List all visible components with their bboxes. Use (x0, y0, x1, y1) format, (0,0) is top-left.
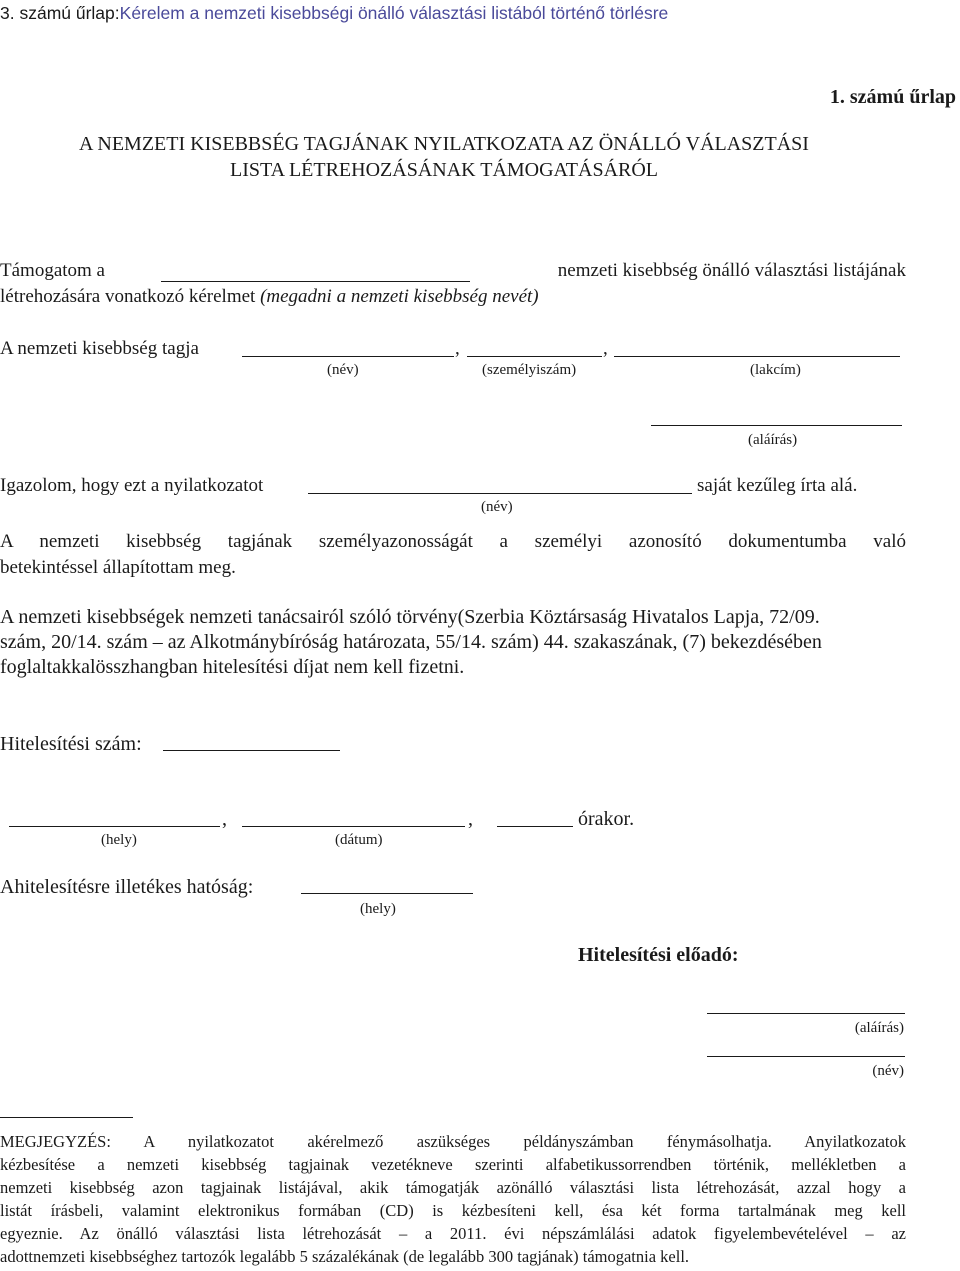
officer-signature-field[interactable] (707, 1013, 905, 1014)
certify-end: saját kezűleg írta alá. (697, 475, 858, 496)
date-field[interactable] (242, 826, 465, 827)
comma: , (222, 808, 227, 830)
caption-name: (név) (872, 1063, 904, 1079)
main-title-line2: LISTA LÉTREHOZÁSÁNAK TÁMOGATÁSÁRÓL (229, 159, 659, 181)
note-line6: adottnemzeti kisebbséghez tartozók legalább 5 százalékának (de legalább 300 tagjának) támogatnia kell. (0, 1247, 690, 1266)
support-start: Támogatom a (0, 260, 105, 281)
comma: , (603, 338, 608, 359)
caption-place: (hely) (101, 832, 137, 848)
note-line2: kézbesítése a nemzeti kisebbség tagjainak vezetékneve szerinti alfabetikussorrendben történik, mellékletben a (0, 1155, 906, 1174)
authority-field[interactable] (301, 893, 473, 894)
caption-signature: (aláírás) (748, 432, 798, 448)
minority-name-field[interactable] (161, 281, 470, 282)
comma: , (468, 808, 473, 830)
support-hint: (megadni a nemzeti kisebbség nevét) (260, 286, 539, 307)
form-number: 1. számú űrlap (829, 86, 956, 108)
authority-label: Ahitelesítésre illetékes hatóság: (0, 876, 254, 898)
note-line3: nemzeti kisebbség azon tagjainak listájával, akik támogatják azönálló választási lista létrehozását, azzal hogy a (0, 1178, 906, 1197)
note-line4: listát írásbeli, valamint elektronikus formában (CD) is kézbesíteni kell, ésa két forma tartalmának meg kell (0, 1201, 906, 1220)
member-name-field[interactable] (242, 356, 454, 357)
header (0, 2, 668, 24)
caption-date: (dátum) (335, 832, 383, 848)
auth-number-label: Hitelesítési szám: (0, 733, 142, 755)
place-field[interactable] (9, 826, 220, 827)
note-line5: egyeznie. Az önálló választási lista létrehozását – a 2011. évi népszámlálási adatok figyelembevételével – az (0, 1224, 906, 1243)
member-label: A nemzeti kisebbség tagja (0, 338, 199, 359)
identity-text-line1: A nemzeti kisebbség tagjának személyazonosságát a személyi azonosító dokumentumba való (0, 531, 906, 552)
member-signature-field[interactable] (651, 425, 902, 426)
caption-name: (név) (481, 499, 513, 515)
identity-text-line2: betekintéssel állapítottam meg. (0, 557, 236, 578)
law-text-line1: A nemzeti kisebbségek nemzeti tanácsairól szóló törvény(Szerbia Köztársaság Hivatalos Lapja, 72/09. (0, 606, 820, 628)
note-line1: MEGJEGYZÉS: A nyilatkozatot akérelmező aszükséges példányszámban fénymásolhatja. Anyilatkozatok (0, 1132, 906, 1151)
support-line2-text: létrehozására vonatkozó kérelmet (0, 286, 256, 307)
header-prefix: 3. számú űrlap: (0, 3, 120, 23)
caption-place: (hely) (360, 901, 396, 917)
caption-address: (lakcím) (750, 362, 801, 378)
member-address-field[interactable] (614, 356, 900, 357)
caption-name: (név) (327, 362, 359, 378)
support-end: nemzeti kisebbség önálló választási listájának (557, 260, 906, 281)
officer-title: Hitelesítési előadó: (578, 944, 739, 966)
law-text-line3: foglaltakkalösszhangban hitelesítési díjat nem kell fizetni. (0, 656, 465, 678)
certify-name-field[interactable] (308, 493, 692, 494)
caption-signature: (aláírás) (854, 1020, 904, 1036)
officer-name-field[interactable] (707, 1056, 905, 1057)
comma: , (455, 338, 460, 359)
time-suffix: órakor. (578, 808, 635, 830)
member-id-field[interactable] (467, 356, 602, 357)
time-field[interactable] (497, 826, 573, 827)
law-text-line2: szám, 20/14. szám – az Alkotmánybíróság határozata, 55/14. szám) 44. szakaszának, (7) bekezdésében (0, 631, 822, 653)
caption-personal-id: (személyiszám) (482, 362, 577, 378)
support-line2 (0, 285, 539, 309)
footnote-separator (0, 1117, 133, 1118)
auth-number-field[interactable] (163, 750, 340, 751)
main-title-line1: A NEMZETI KISEBBSÉG TAGJÁNAK NYILATKOZATA AZ ÖNÁLLÓ VÁLASZTÁSI (79, 133, 809, 155)
certify-start: Igazolom, hogy ezt a nyilatkozatot (0, 475, 264, 496)
header-link[interactable]: Kérelem a nemzeti kisebbségi önálló választási listából történő törlésre (119, 3, 669, 23)
